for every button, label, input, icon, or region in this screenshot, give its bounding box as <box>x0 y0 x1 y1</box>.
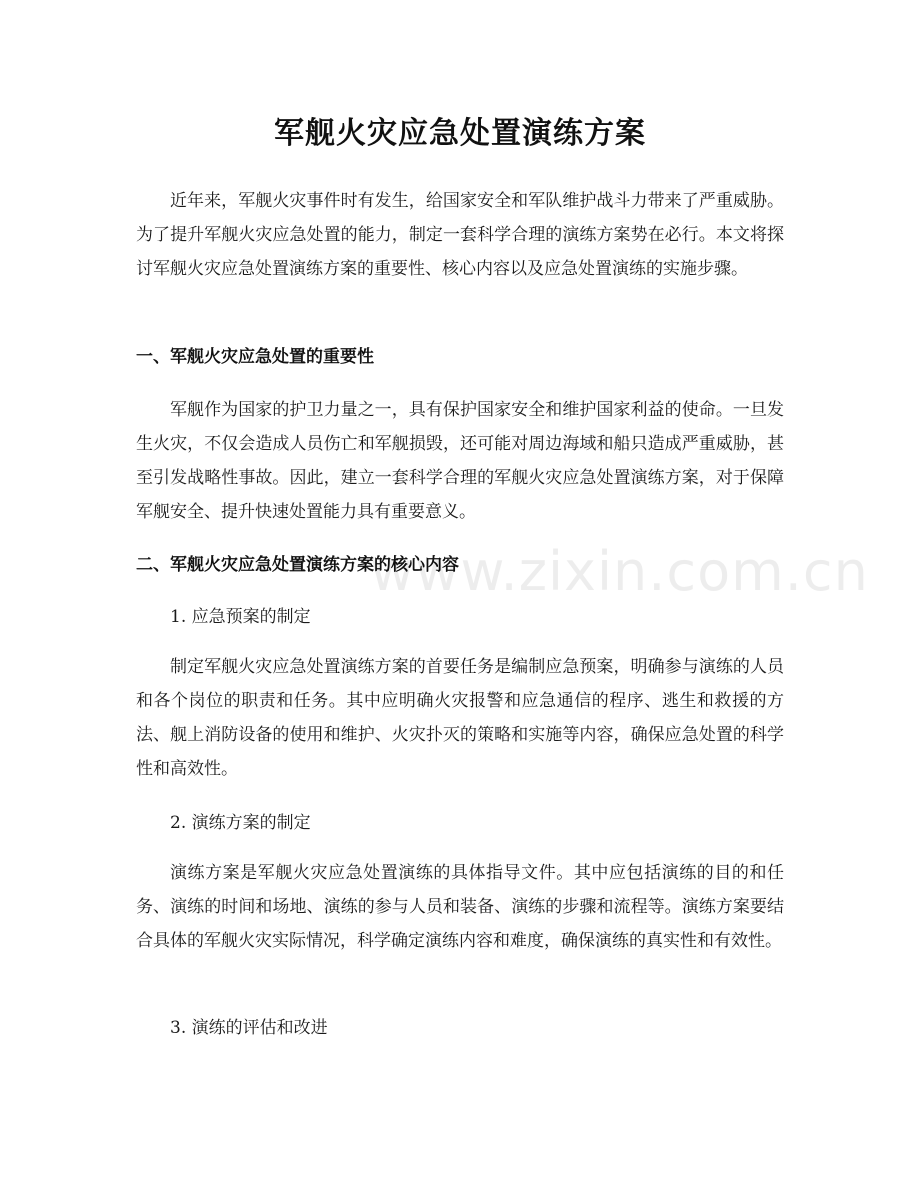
section-2-heading: 二、军舰火灾应急处置演练方案的核心内容 <box>136 555 459 575</box>
document-title: 军舰火灾应急处置演练方案 <box>274 116 646 151</box>
intro-paragraph: 近年来，军舰火灾事件时有发生，给国家安全和军队维护战斗力带来了严重威胁。为了提升军舰火灾应急处置的能力，制定一套科学合理的演练方案势在必行。本文将探讨军舰火灾应急处置演练方案的重要性、核心内容以及应急处置演练的实施步骤。 <box>136 191 784 279</box>
item-1-heading: 1. 应急预案的制定 <box>170 607 311 627</box>
section-1-heading: 一、军舰火灾应急处置的重要性 <box>136 347 374 367</box>
item-2-paragraph: 演练方案是军舰火灾应急处置演练的具体指导文件。其中应包括演练的目的和任务、演练的时间和场地、演练的参与人员和装备、演练的步骤和流程等。演练方案要结合具体的军舰火灾实际情况，科学确定演练内容和难度，确保演练的真实性和有效性。 <box>136 863 784 951</box>
item-2-heading: 2. 演练方案的制定 <box>170 813 311 833</box>
watermark: www.zixin.com.cn <box>370 540 869 603</box>
item-1-paragraph: 制定军舰火灾应急处置演练方案的首要任务是编制应急预案，明确参与演练的人员和各个岗位的职责和任务。其中应明确火灾报警和应急通信的程序、逃生和救援的方法、舰上消防设备的使用和维护、火灾扑灭的策略和实施等内容，确保应急处置的科学性和高效性。 <box>136 657 784 779</box>
section-1-paragraph: 军舰作为国家的护卫力量之一，具有保护国家安全和维护国家利益的使命。一旦发生火灾，不仅会造成人员伤亡和军舰损毁，还可能对周边海域和船只造成严重威胁，甚至引发战略性事故。因此，建立一套科学合理的军舰火灾应急处置演练方案，对于保障军舰安全、提升快速处置能力具有重要意义。 <box>136 400 784 522</box>
item-3-heading: 3. 演练的评估和改进 <box>170 1018 328 1038</box>
